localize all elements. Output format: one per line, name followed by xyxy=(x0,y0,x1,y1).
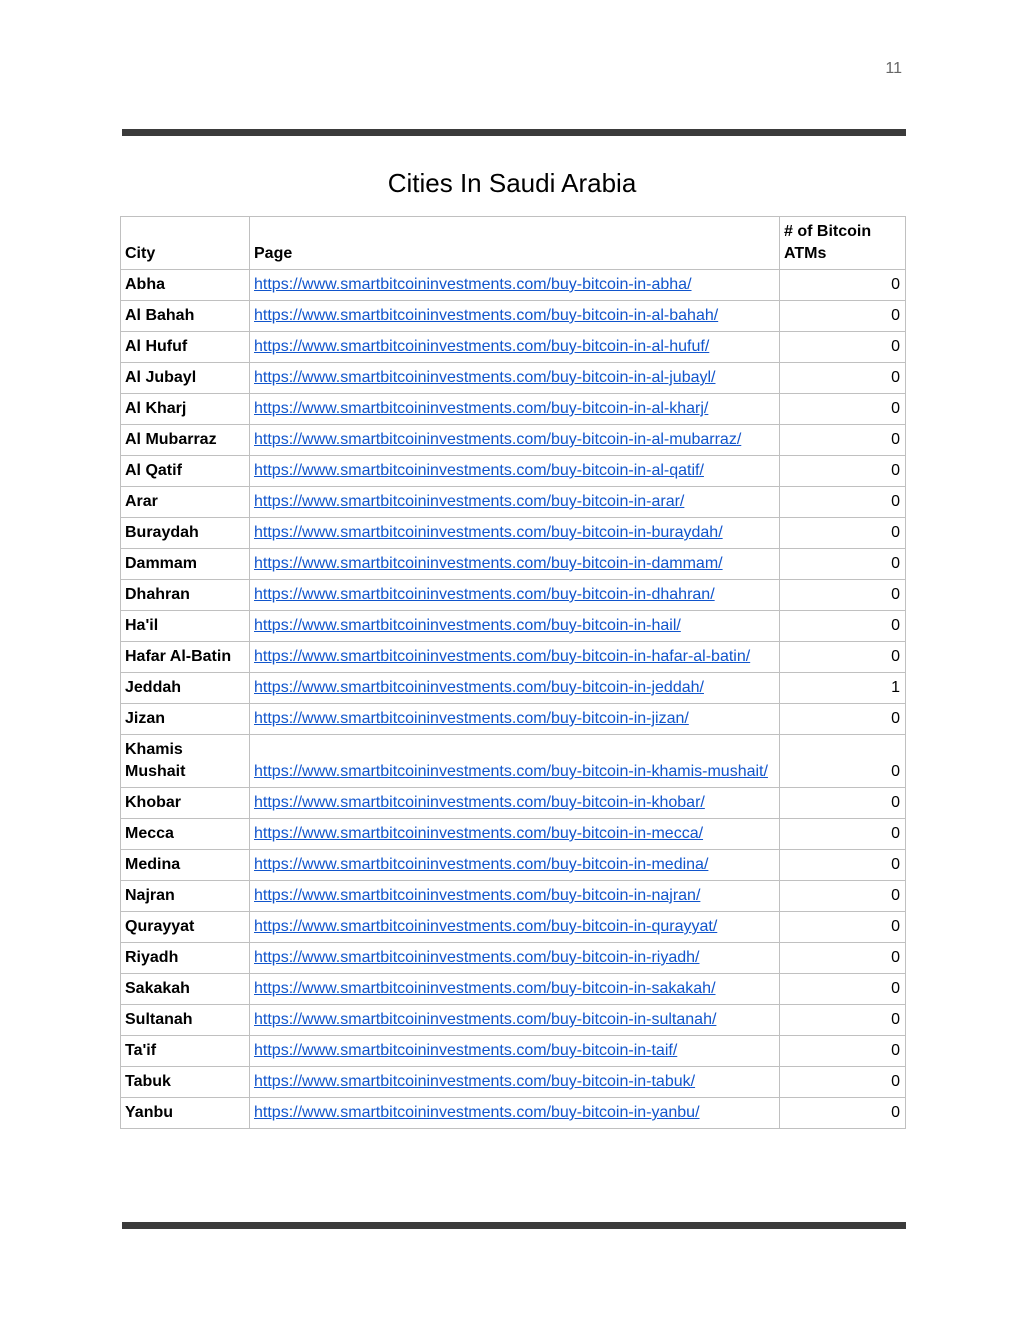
page-cell xyxy=(250,363,780,394)
city-cell: Al Mubarraz xyxy=(121,425,250,456)
table-row xyxy=(121,819,906,850)
page-link[interactable]: https://www.smartbitcoininvestments.com/buy-bitcoin-in-al-qatif/ xyxy=(254,462,704,479)
page-link[interactable]: https://www.smartbitcoininvestments.com/buy-bitcoin-in-medina/ xyxy=(254,856,709,873)
atm-count-cell: 0 xyxy=(780,642,906,673)
city-cell: Buraydah xyxy=(121,518,250,549)
atm-count-cell: 0 xyxy=(780,819,906,850)
table-row xyxy=(121,1005,906,1036)
table-row xyxy=(121,487,906,518)
page-cell xyxy=(250,704,780,735)
atm-count-cell: 0 xyxy=(780,735,906,788)
city-cell: Khobar xyxy=(121,788,250,819)
page-cell xyxy=(250,974,780,1005)
page-cell xyxy=(250,1098,780,1129)
page-link[interactable]: https://www.smartbitcoininvestments.com/buy-bitcoin-in-hafar-al-batin/ xyxy=(254,648,751,665)
page-link[interactable]: https://www.smartbitcoininvestments.com/buy-bitcoin-in-mecca/ xyxy=(254,825,704,842)
page-title: Cities In Saudi Arabia xyxy=(387,168,637,198)
atm-count-cell: 0 xyxy=(780,394,906,425)
atm-count-cell: 0 xyxy=(780,1098,906,1129)
city-cell: Ha'il xyxy=(121,611,250,642)
page-cell xyxy=(250,301,780,332)
table-row xyxy=(121,394,906,425)
table-row xyxy=(121,270,906,301)
page-cell xyxy=(250,580,780,611)
page-cell xyxy=(250,1005,780,1036)
table-row xyxy=(121,518,906,549)
city-cell: Hafar Al-Batin xyxy=(121,642,250,673)
atm-count-cell: 0 xyxy=(780,788,906,819)
page-cell xyxy=(250,456,780,487)
table-row xyxy=(121,363,906,394)
page-cell xyxy=(250,788,780,819)
page-link[interactable]: https://www.smartbitcoininvestments.com/buy-bitcoin-in-buraydah/ xyxy=(254,524,723,541)
header-city: City xyxy=(121,217,250,270)
header-atms: # of Bitcoin ATMs xyxy=(780,217,906,270)
page-link[interactable]: https://www.smartbitcoininvestments.com/buy-bitcoin-in-khobar/ xyxy=(254,794,705,811)
city-cell: Sultanah xyxy=(121,1005,250,1036)
table-row xyxy=(121,881,906,912)
city-cell: Jizan xyxy=(121,704,250,735)
atm-count-cell: 0 xyxy=(780,332,906,363)
city-cell: Abha xyxy=(121,270,250,301)
city-cell: Tabuk xyxy=(121,1067,250,1098)
atm-count-cell: 0 xyxy=(780,1067,906,1098)
atm-count-cell: 0 xyxy=(780,456,906,487)
table-row xyxy=(121,1098,906,1129)
atm-count-cell: 0 xyxy=(780,974,906,1005)
city-cell: Al Jubayl xyxy=(121,363,250,394)
atm-count-cell: 0 xyxy=(780,270,906,301)
page-link[interactable]: https://www.smartbitcoininvestments.com/buy-bitcoin-in-arar/ xyxy=(254,493,685,510)
city-cell: Riyadh xyxy=(121,943,250,974)
atm-count-cell: 0 xyxy=(780,943,906,974)
table-header-row xyxy=(121,217,906,270)
page-cell xyxy=(250,1067,780,1098)
page-link[interactable]: https://www.smartbitcoininvestments.com/buy-bitcoin-in-hail/ xyxy=(254,617,681,634)
table-row xyxy=(121,580,906,611)
page-link[interactable]: https://www.smartbitcoininvestments.com/buy-bitcoin-in-jizan/ xyxy=(254,710,689,727)
city-cell: Medina xyxy=(121,850,250,881)
atm-count-cell: 0 xyxy=(780,1005,906,1036)
atm-count-cell: 0 xyxy=(780,518,906,549)
table-row xyxy=(121,425,906,456)
header-page: Page xyxy=(250,217,780,270)
page-link[interactable]: https://www.smartbitcoininvestments.com/buy-bitcoin-in-al-hufuf/ xyxy=(254,338,710,355)
page-link[interactable]: https://www.smartbitcoininvestments.com/buy-bitcoin-in-al-jubayl/ xyxy=(254,369,716,386)
table-row xyxy=(121,611,906,642)
page-link[interactable]: https://www.smartbitcoininvestments.com/buy-bitcoin-in-najran/ xyxy=(254,887,701,904)
table-row xyxy=(121,735,906,788)
city-cell: Al Hufuf xyxy=(121,332,250,363)
city-cell: Al Bahah xyxy=(121,301,250,332)
page-link[interactable]: https://www.smartbitcoininvestments.com/buy-bitcoin-in-al-bahah/ xyxy=(254,307,719,324)
bottom-divider xyxy=(122,1222,906,1229)
page-cell xyxy=(250,394,780,425)
atm-count-cell: 0 xyxy=(780,425,906,456)
page-cell xyxy=(250,673,780,704)
city-cell: Najran xyxy=(121,881,250,912)
page-cell xyxy=(250,735,780,788)
page-link[interactable]: https://www.smartbitcoininvestments.com/buy-bitcoin-in-abha/ xyxy=(254,276,692,293)
page-cell xyxy=(250,850,780,881)
city-cell: Mecca xyxy=(121,819,250,850)
table-row xyxy=(121,332,906,363)
city-cell: Dammam xyxy=(121,549,250,580)
page-link[interactable]: https://www.smartbitcoininvestments.com/buy-bitcoin-in-dammam/ xyxy=(254,555,723,572)
table-row xyxy=(121,850,906,881)
page-cell xyxy=(250,487,780,518)
page-cell xyxy=(250,425,780,456)
table-row xyxy=(121,642,906,673)
cities-table xyxy=(120,216,906,1129)
atm-count-cell: 0 xyxy=(780,487,906,518)
page-link[interactable]: https://www.smartbitcoininvestments.com/buy-bitcoin-in-sakakah/ xyxy=(254,980,716,997)
page-link[interactable]: https://www.smartbitcoininvestments.com/buy-bitcoin-in-al-mubarraz/ xyxy=(254,431,742,448)
page-link[interactable]: https://www.smartbitcoininvestments.com/buy-bitcoin-in-tabuk/ xyxy=(254,1073,696,1090)
city-cell: Al Kharj xyxy=(121,394,250,425)
page-link[interactable]: https://www.smartbitcoininvestments.com/buy-bitcoin-in-al-kharj/ xyxy=(254,400,709,417)
table-row xyxy=(121,301,906,332)
atm-count-cell: 0 xyxy=(780,1036,906,1067)
table-row xyxy=(121,549,906,580)
page-number: 11 xyxy=(885,60,902,77)
table-row xyxy=(121,788,906,819)
city-cell: Qurayyat xyxy=(121,912,250,943)
city-cell: Dhahran xyxy=(121,580,250,611)
page-link[interactable]: https://www.smartbitcoininvestments.com/buy-bitcoin-in-qurayyat/ xyxy=(254,918,718,935)
page-cell xyxy=(250,332,780,363)
city-cell: Jeddah xyxy=(121,673,250,704)
atm-count-cell: 0 xyxy=(780,580,906,611)
city-cell: Arar xyxy=(121,487,250,518)
atm-count-cell: 0 xyxy=(780,301,906,332)
page-cell xyxy=(250,1036,780,1067)
table-row xyxy=(121,1067,906,1098)
table-row xyxy=(121,673,906,704)
atm-count-cell: 0 xyxy=(780,611,906,642)
atm-count-cell: 0 xyxy=(780,850,906,881)
top-divider xyxy=(122,129,906,136)
page-link[interactable]: https://www.smartbitcoininvestments.com/buy-bitcoin-in-khamis-mushait/ xyxy=(254,763,768,780)
page-cell xyxy=(250,943,780,974)
atm-count-cell: 0 xyxy=(780,912,906,943)
city-cell: Sakakah xyxy=(121,974,250,1005)
table-row xyxy=(121,704,906,735)
page-cell xyxy=(250,611,780,642)
table-row xyxy=(121,456,906,487)
page-cell xyxy=(250,549,780,580)
atm-count-cell: 0 xyxy=(780,881,906,912)
atm-count-cell: 0 xyxy=(780,549,906,580)
city-cell: Ta'if xyxy=(121,1036,250,1067)
page-cell xyxy=(250,819,780,850)
table-row xyxy=(121,943,906,974)
page-cell xyxy=(250,270,780,301)
atm-count-cell: 0 xyxy=(780,363,906,394)
city-cell: Yanbu xyxy=(121,1098,250,1129)
page-link[interactable]: https://www.smartbitcoininvestments.com/buy-bitcoin-in-jeddah/ xyxy=(254,679,704,696)
page-cell xyxy=(250,881,780,912)
page-link[interactable]: https://www.smartbitcoininvestments.com/buy-bitcoin-in-riyadh/ xyxy=(254,949,700,966)
table-body xyxy=(121,270,906,1129)
page-cell xyxy=(250,912,780,943)
page-link[interactable]: https://www.smartbitcoininvestments.com/buy-bitcoin-in-dhahran/ xyxy=(254,586,715,603)
page-link[interactable]: https://www.smartbitcoininvestments.com/buy-bitcoin-in-sultanah/ xyxy=(254,1011,717,1028)
page-link[interactable]: https://www.smartbitcoininvestments.com/buy-bitcoin-in-yanbu/ xyxy=(254,1104,700,1121)
page-link[interactable]: https://www.smartbitcoininvestments.com/buy-bitcoin-in-taif/ xyxy=(254,1042,678,1059)
page-cell xyxy=(250,642,780,673)
table-row xyxy=(121,1036,906,1067)
city-cell: Khamis Mushait xyxy=(121,735,250,788)
table-row xyxy=(121,974,906,1005)
atm-count-cell: 0 xyxy=(780,704,906,735)
atm-count-cell: 1 xyxy=(780,673,906,704)
table-row xyxy=(121,912,906,943)
page-cell xyxy=(250,518,780,549)
city-cell: Al Qatif xyxy=(121,456,250,487)
